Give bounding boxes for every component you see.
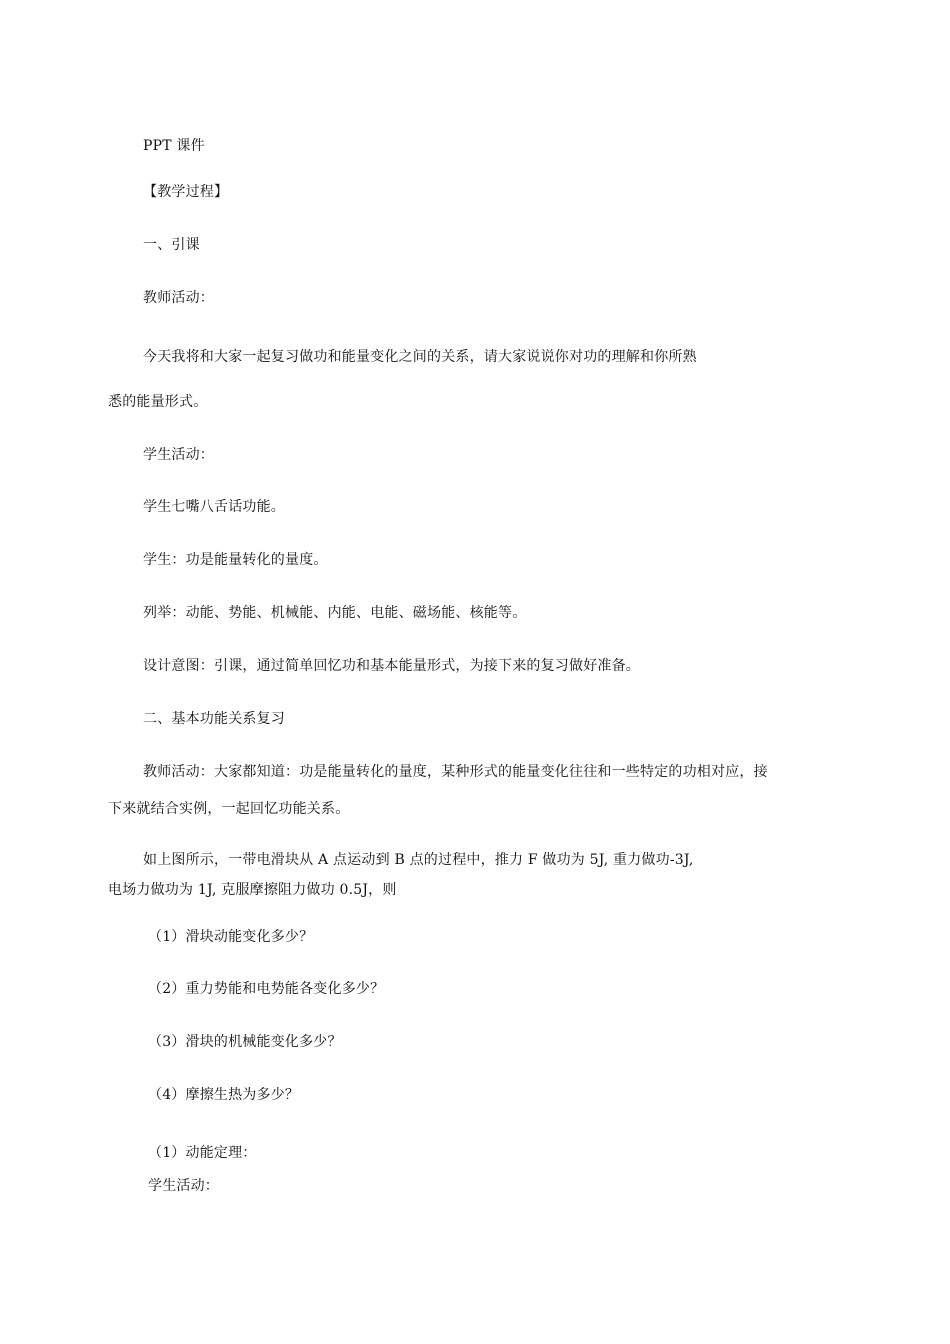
teacher-activity-paragraph-line-1: 教师活动：大家都知道：功是能量转化的量度，某种形式的能量变化往往和一些特定的功相对应，接	[143, 764, 768, 780]
student-answer-text: 学生：功是能量转化的量度。	[143, 552, 328, 568]
example-problem-line-2: 电场力做功为 1J, 克服摩擦阻力做功 0.5J，则	[108, 882, 397, 898]
energy-forms-list: 列举：动能、势能、机械能、内能、电能、磁场能、核能等。	[143, 605, 527, 621]
student-discussion-text: 学生七嘴八舌话功能。	[143, 499, 285, 515]
teacher-activity-label: 教师活动：	[143, 290, 214, 306]
section-two-heading: 二、基本功能关系复习	[143, 711, 285, 727]
teacher-activity-paragraph-line-2: 下来就结合实例，一起回忆功能关系。	[108, 801, 350, 817]
kinetic-energy-theorem-heading: （1）动能定理：	[148, 1145, 257, 1161]
teaching-process-heading: 【教学过程】	[143, 184, 229, 200]
example-problem-line-1: 如上图所示，一带电滑块从 A 点运动到 B 点的过程中，推力 F 做功为 5J, 重力做功-3J,	[143, 852, 694, 868]
student-activity-label-2: 学生活动：	[148, 1178, 219, 1194]
question-4: （4）摩擦生热为多少？	[148, 1087, 300, 1103]
ppt-courseware-label: PPT 课件	[143, 138, 205, 154]
question-2: （2）重力势能和电势能各变化多少？	[148, 981, 385, 997]
teacher-intro-paragraph-line-1: 今天我将和大家一起复习做功和能量变化之间的关系，请大家说说你对功的理解和你所熟	[143, 349, 697, 365]
teacher-intro-paragraph-line-2: 悉的能量形式。	[108, 394, 208, 410]
design-intent-text: 设计意图：引课，通过简单回忆功和基本能量形式，为接下来的复习做好准备。	[143, 658, 640, 674]
question-1: （1）滑块动能变化多少？	[148, 929, 314, 945]
student-activity-label: 学生活动：	[143, 447, 214, 463]
question-3: （3）滑块的机械能变化多少？	[148, 1034, 342, 1050]
section-one-heading: 一、引课	[143, 237, 200, 253]
